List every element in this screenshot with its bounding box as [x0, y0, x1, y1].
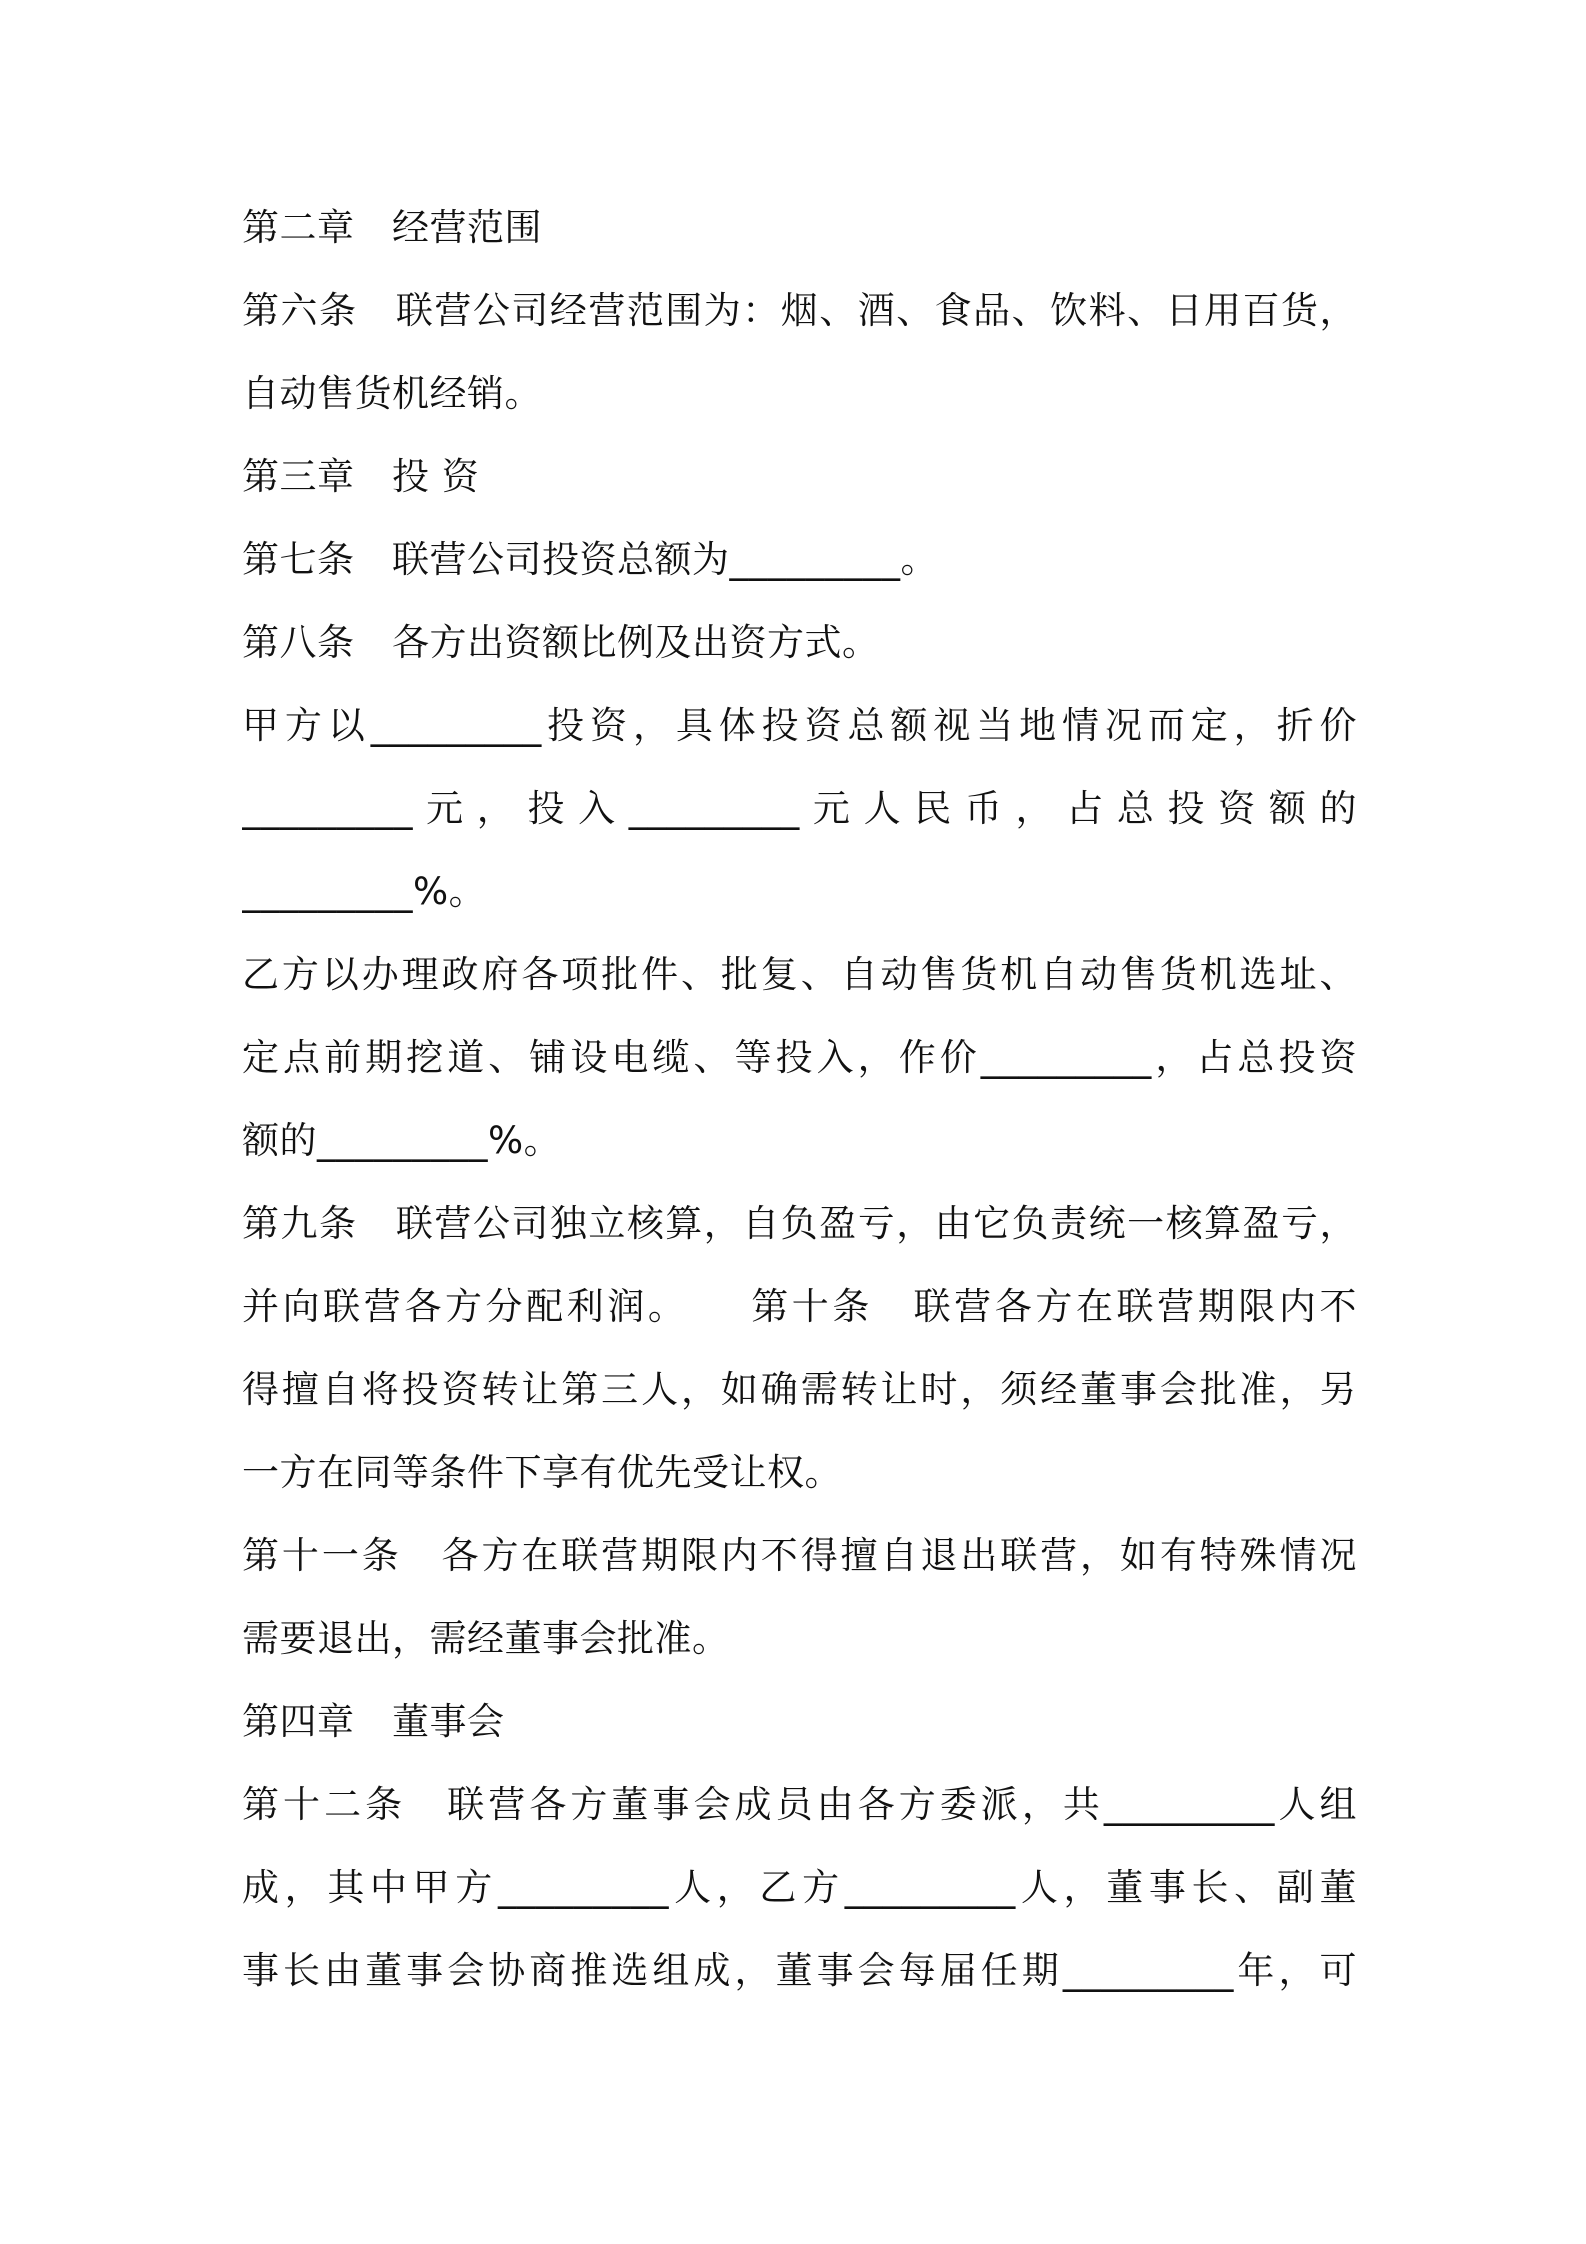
article-9-line-1: 第九条 联营公司独立核算，自负盈亏，由它负责统一核算盈亏， [242, 1202, 1357, 1245]
party-a-line-3: _________%。 [242, 870, 487, 913]
article-11-line-1: 第十一条 各方在联营期限内不得擅自退出联营，如有特殊情况 [242, 1534, 1357, 1577]
article-9-10-line-2: 并向联营各方分配利润。 第十条 联营各方在联营期限内不 [242, 1285, 1357, 1328]
article-7-line: 第七条 联营公司投资总额为_________。 [242, 538, 938, 581]
article-6-line-2: 自动售货机经销。 [242, 372, 542, 415]
party-a-line-2: _________元，投入_________元人民币，占总投资额的 [242, 787, 1357, 830]
party-b-line-3: 额的_________%。 [242, 1119, 562, 1162]
chapter-3-heading: 第三章 投 资 [242, 455, 480, 498]
article-12-line-1: 第十二条 联营各方董事会成员由各方委派，共_________人组 [242, 1783, 1357, 1826]
party-a-line-1: 甲方以_________投资，具体投资总额视当地情况而定，折价 [242, 704, 1357, 747]
article-11-line-2: 需要退出，需经董事会批准。 [242, 1617, 730, 1660]
article-10-line-2: 得擅自将投资转让第三人，如确需转让时，须经董事会批准，另 [242, 1368, 1357, 1411]
chapter-4-heading: 第四章 董事会 [242, 1700, 505, 1743]
party-b-line-2: 定点前期挖道、铺设电缆、等投入，作价_________，占总投资 [242, 1036, 1357, 1079]
party-b-line-1: 乙方以办理政府各项批件、批复、自动售货机自动售货机选址、 [242, 953, 1357, 996]
chapter-2-heading: 第二章 经营范围 [242, 206, 542, 249]
article-12-line-3: 事长由董事会协商推选组成，董事会每届任期_________年，可 [242, 1949, 1357, 1992]
article-8-line: 第八条 各方出资额比例及出资方式。 [242, 621, 880, 664]
article-6-line-1: 第六条 联营公司经营范围为：烟、酒、食品、饮料、日用百货， [242, 289, 1357, 332]
article-10-line-3: 一方在同等条件下享有优先受让权。 [242, 1451, 842, 1494]
article-12-line-2: 成，其中甲方_________人，乙方_________人，董事长、副董 [242, 1866, 1357, 1909]
